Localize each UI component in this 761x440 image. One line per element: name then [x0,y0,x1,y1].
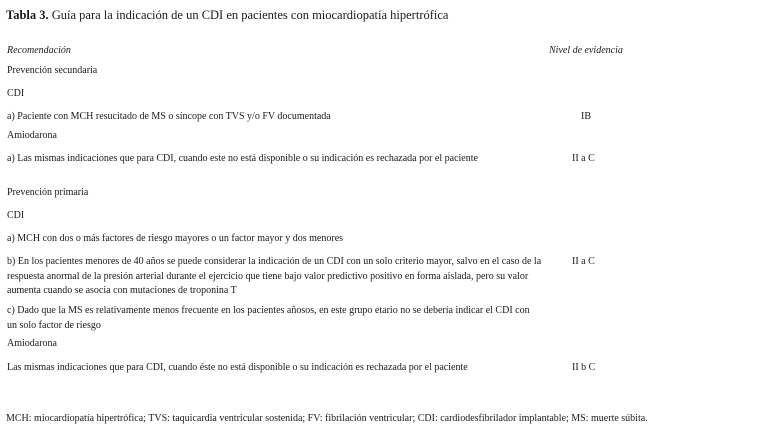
subsection-cdi: CDI [7,210,25,221]
table-caption: Guía para la indicación de un CDI en pacientes con miocardiopatía hipertrófica [48,8,449,22]
table-row-level: II a C [572,153,595,164]
section-primary-prevention: Prevención primaria [7,187,89,198]
subsection-cdi: CDI [7,88,25,99]
header-recommendation: Recomendación [7,45,71,56]
section-secondary-prevention: Prevención secundaria [7,65,98,76]
table-row-level: II a C [572,256,595,267]
table-title [6,8,448,23]
subsection-amiodarona: Amiodarona [7,130,57,141]
table-row-text: a) Paciente con MCH resucitado de MS o síncope con TVS y/o FV documentada [7,111,331,122]
table-row-text: b) En los pacientes menores de 40 años se puede considerar la indicación de un CDI con un solo criterio mayor, salvo en el caso de la respuesta anormal de la presión arterial durante el ejercicio que tiene bajo valor predictivo positivo en forma aislada, pero su valor aumenta cuando se asocia con mutaciones de troponina T [7,256,542,296]
table-row-text: a) Las mismas indicaciones que para CDI, cuando este no está disponible o su indicación es rechazada por el paciente [7,153,478,164]
header-evidence-level: Nivel de evidencia [549,45,623,56]
table-row-level: IB [581,111,591,122]
subsection-amiodarona: Amiodarona [7,338,57,349]
table-row-text: a) MCH con dos o más factores de riesgo mayores o un factor mayor y dos menores [7,233,344,244]
table-row-text: c) Dado que la MS es relativamente menos frecuente en los pacientes añosos, en este grupo etario no se debería indicar el CDI con un solo factor de riesgo [7,305,530,331]
table-row-level: II b C [572,362,596,373]
table-number: Tabla 3. [6,8,49,22]
table-row-text: Las mismas indicaciones que para CDI, cuando éste no está disponible o su indicación es rechazada por el paciente [7,362,468,373]
table-footnote: MCH: miocardiopatía hipertrófica; TVS: taquicardia ventricular sostenida; FV: fibrilación ventricular; CDI: cardiodesfibrilador implantable; MS: muerte súbita. [6,413,648,424]
